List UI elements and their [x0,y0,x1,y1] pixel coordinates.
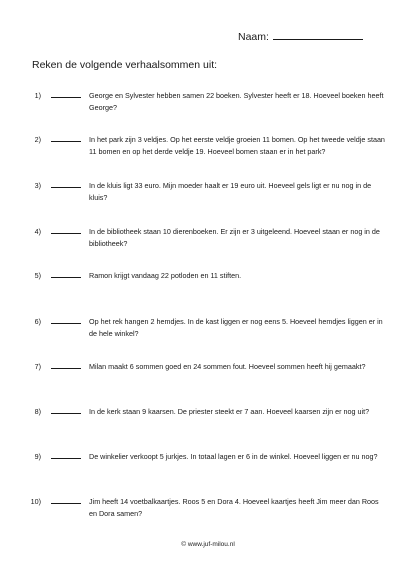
name-field [238,29,363,43]
question-text: De winkelier verkoopt 5 jurkjes. In totaal lagen er 6 in de winkel. Hoeveel liggen er nu nog? [89,452,378,461]
question-number: 1) [34,91,41,100]
name-blank-line[interactable] [273,29,363,40]
answer-blank[interactable] [51,97,81,98]
question-number: 2) [34,135,41,144]
answer-blank[interactable] [51,368,81,369]
answer-blank[interactable] [51,233,81,234]
question-text: In de kerk staan 9 kaarsen. De priester steekt er 7 aan. Hoeveel kaarsen zijn er nog uit? [89,407,370,416]
question-number: 8) [34,407,41,416]
question-number: 5) [34,271,41,280]
name-label: Naam: [238,31,269,43]
answer-blank[interactable] [51,323,81,324]
question-text: Jim heeft 14 voetbalkaartjes. Roos 5 en Dora 4. Hoeveel kaartjes heeft Jim meer dan Roos en Dora samen? [89,497,379,518]
question-number: 10) [30,497,41,506]
answer-blank[interactable] [51,413,81,414]
question-text: George en Sylvester hebben samen 22 boeken. Sylvester heeft er 18. Hoeveel boeken heeft George? [89,91,384,112]
question-text: In de kluis ligt 33 euro. Mijn moeder haalt er 19 euro uit. Hoeveel gels ligt er nu nog in de kluis? [89,181,372,202]
answer-blank[interactable] [51,458,81,459]
answer-blank[interactable] [51,141,81,142]
question-number: 9) [34,452,41,461]
question-number: 4) [34,227,41,236]
question-number: 6) [34,317,41,326]
question-text: Op het rek hangen 2 hemdjes. In de kast liggen er nog eens 5. Hoeveel hemdjes liggen er in de hele winkel? [89,317,383,338]
answer-blank[interactable] [51,277,81,278]
instruction-heading: Reken de volgende verhaalsommen uit: [32,59,218,71]
question-text: Ramon krijgt vandaag 22 potloden en 11 stiften. [89,271,242,280]
question-text: In het park zijn 3 veldjes. Op het eerste veldje groeien 11 bomen. Op het tweede veldje staan 11 bomen en op het derde veldje 19. Hoeveel bomen staan er in het park? [89,135,385,156]
answer-blank[interactable] [51,187,81,188]
answer-blank[interactable] [51,503,81,504]
question-number: 7) [34,362,41,371]
question-text: In de bibliotheek staan 10 dierenboeken. Er zijn er 3 uitgeleend. Hoeveel staan er nog in de bibliotheek? [89,227,380,248]
question-number: 3) [34,181,41,190]
footer-copyright: © www.juf-milou.nl [181,541,235,548]
question-text: Milan maakt 6 sommen goed en 24 sommen fout. Hoeveel sommen heeft hij gemaakt? [89,362,366,371]
